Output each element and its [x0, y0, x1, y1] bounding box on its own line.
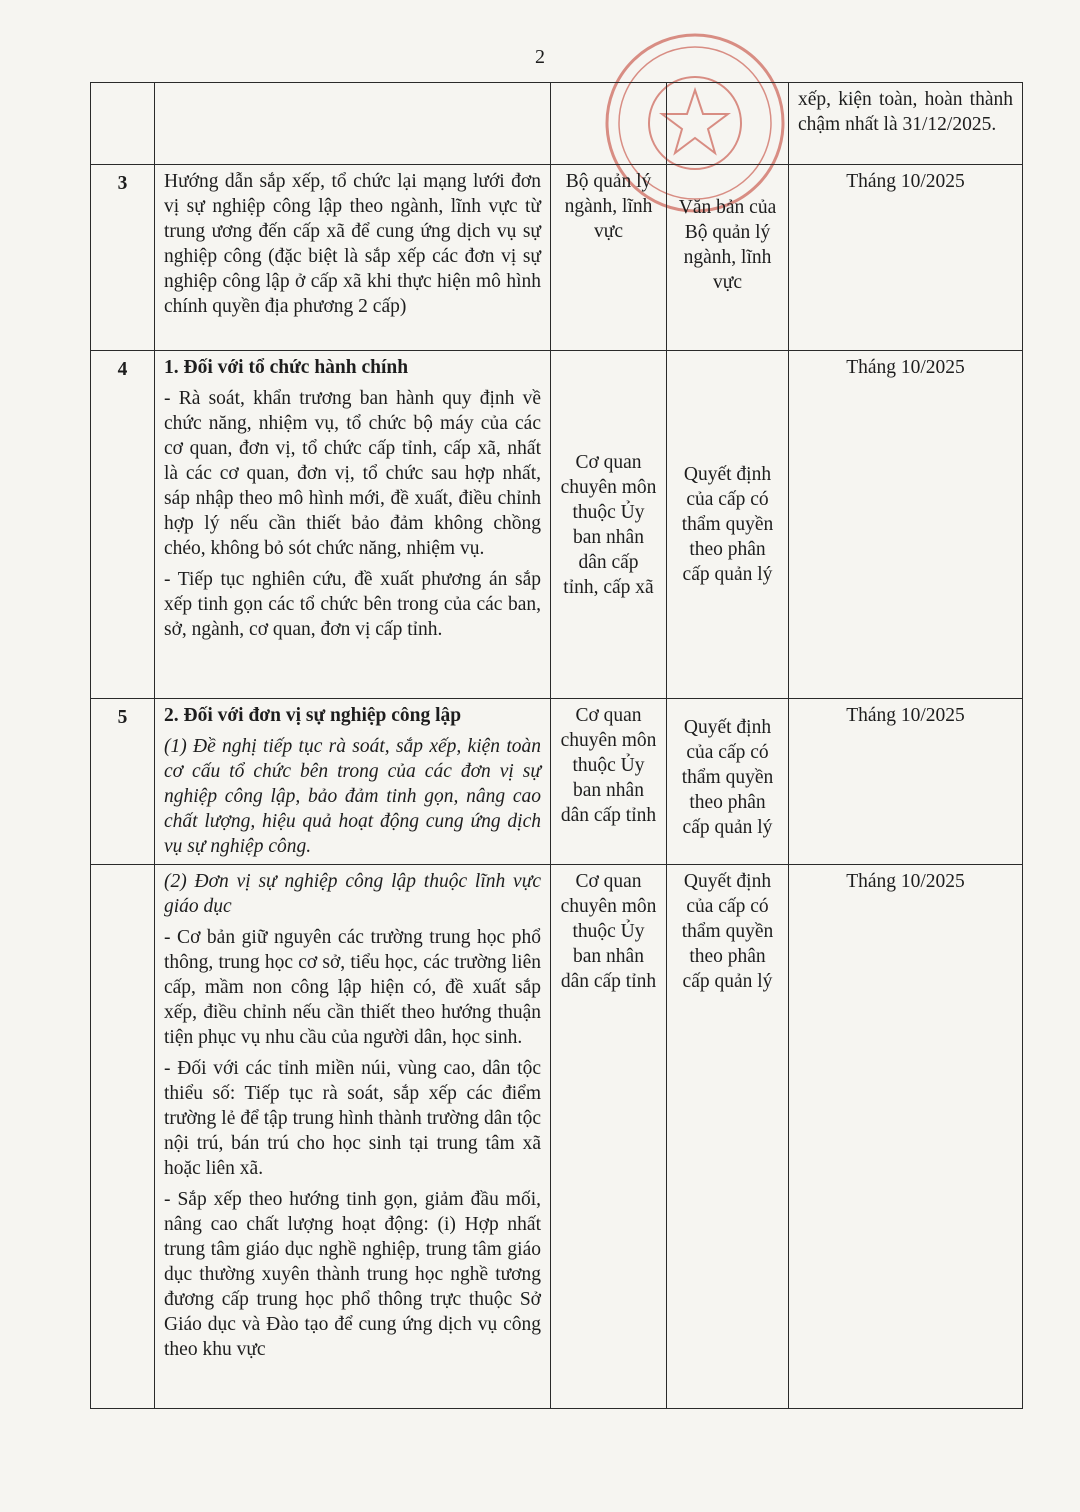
table-row-3 [91, 165, 1023, 351]
task-cell [155, 165, 551, 351]
row-number: 5 [91, 699, 155, 865]
product-cell: Quyết định của cấp có thẩm quyền theo phân cấp quản lý [667, 351, 789, 699]
product-cell: Văn bản của Bộ quản lý ngành, lĩnh vực [667, 165, 789, 351]
lead-agency-cell: Cơ quan chuyên môn thuộc Ủy ban nhân dân cấp tỉnh [551, 699, 667, 865]
task-cell [155, 699, 551, 865]
task-cell [155, 83, 551, 165]
deadline-cell: Tháng 10/2025 [789, 351, 1023, 699]
deadline-cell: Tháng 10/2025 [789, 699, 1023, 865]
lead-agency-cell: Bộ quản lý ngành, lĩnh vực [551, 165, 667, 351]
row-number [91, 865, 155, 1409]
product-cell: Quyết định của cấp có thẩm quyền theo phân cấp quản lý [667, 699, 789, 865]
task-subheading: (2) Đơn vị sự nghiệp công lập thuộc lĩnh vực giáo dục [164, 871, 541, 917]
task-item: (1) Đề nghị tiếp tục rà soát, sắp xếp, kiện toàn cơ cấu tổ chức bên trong của các đơn vị sự nghiệp công lập, bảo đảm tinh gọn, nâng cao chất lượng, hiệu quả hoạt động cung ứng dịch vụ sự nghiệp công. [164, 736, 541, 857]
section-heading: 2. Đối với đơn vị sự nghiệp công lập [164, 705, 462, 726]
table-row-5 [91, 699, 1023, 865]
row-number: 4 [91, 351, 155, 699]
task-text: Hướng dẫn sắp xếp, tổ chức lại mạng lưới đơn vị sự nghiệp công lập theo ngành, lĩnh vực từ trung ương đến cấp xã để cung ứng dịch vụ sự nghiệp công (đặc biệt là sắp xếp các đơn vị sự nghiệp công lập ở cấp xã khi thực hiện mô hình chính quyền địa phương 2 cấp) [164, 171, 541, 317]
deadline-cell: Tháng 10/2025 [789, 865, 1023, 1409]
task-cell [155, 865, 551, 1409]
lead-agency-cell: Cơ quan chuyên môn thuộc Ủy ban nhân dân cấp tỉnh, cấp xã [551, 351, 667, 699]
section-heading: 1. Đối với tổ chức hành chính [164, 357, 409, 378]
task-item: - Đối với các tỉnh miền núi, vùng cao, dân tộc thiểu số: Tiếp tục rà soát, sắp xếp các điểm trường lẻ để tập trung hình thành trường dân tộc nội trú, bán trú cho học sinh tại trung tâm xã hoặc liên xã. [164, 1058, 541, 1179]
lead-agency-cell: Cơ quan chuyên môn thuộc Ủy ban nhân dân cấp tỉnh [551, 865, 667, 1409]
row-number [91, 83, 155, 165]
task-item: - Tiếp tục nghiên cứu, đề xuất phương án sắp xếp tinh gọn các tổ chức bên trong của các ban, sở, ngành, cơ quan, đơn vị cấp tỉnh. [164, 569, 541, 640]
table-row-continued [91, 83, 1023, 165]
deadline-note: xếp, kiện toàn, hoàn thành chậm nhất là 31/12/2025. [789, 83, 1023, 165]
page-number: 2 [535, 46, 545, 68]
table-row-5-continued [91, 865, 1023, 1409]
task-item: - Rà soát, khẩn trương ban hành quy định về chức năng, nhiệm vụ, tổ chức bộ máy của các cơ quan, đơn vị, tổ chức cấp tỉnh, cấp xã, nhất là các cơ quan, đơn vị, tổ chức sau hợp nhất, sáp nhập theo mô hình mới, đề xuất, điều chỉnh hợp lý nếu cần thiết bảo đảm không chồng chéo, không bỏ sót chức năng, nhiệm vụ. [164, 388, 541, 559]
task-cell [155, 351, 551, 699]
task-item: - Sắp xếp theo hướng tinh gọn, giảm đầu mối, nâng cao chất lượng hoạt động: (i) Hợp nhất trung tâm giáo dục nghề nghiệp, trung tâm giáo dục thường xuyên thành trung học nghề tương đương cấp trung học phổ thông trực thuộc Sở Giáo dục và Đào tạo để cung ứng dịch vụ công theo khu vực [164, 1189, 541, 1360]
lead-agency-cell [551, 83, 667, 165]
product-cell [667, 83, 789, 165]
task-item: - Cơ bản giữ nguyên các trường trung học phổ thông, trung học cơ sở, tiểu học, các trường liên cấp, mầm non công lập hiện có, đề xuất sắp xếp, điều chỉnh nếu cần thiết theo hướng thuận tiện phục vụ nhu cầu của người dân, học sinh. [164, 927, 541, 1048]
row-number: 3 [91, 165, 155, 351]
product-cell: Quyết định của cấp có thẩm quyền theo phân cấp quản lý [667, 865, 789, 1409]
table-row-4 [91, 351, 1023, 699]
deadline-cell: Tháng 10/2025 [789, 165, 1023, 351]
task-table [90, 82, 1023, 1409]
